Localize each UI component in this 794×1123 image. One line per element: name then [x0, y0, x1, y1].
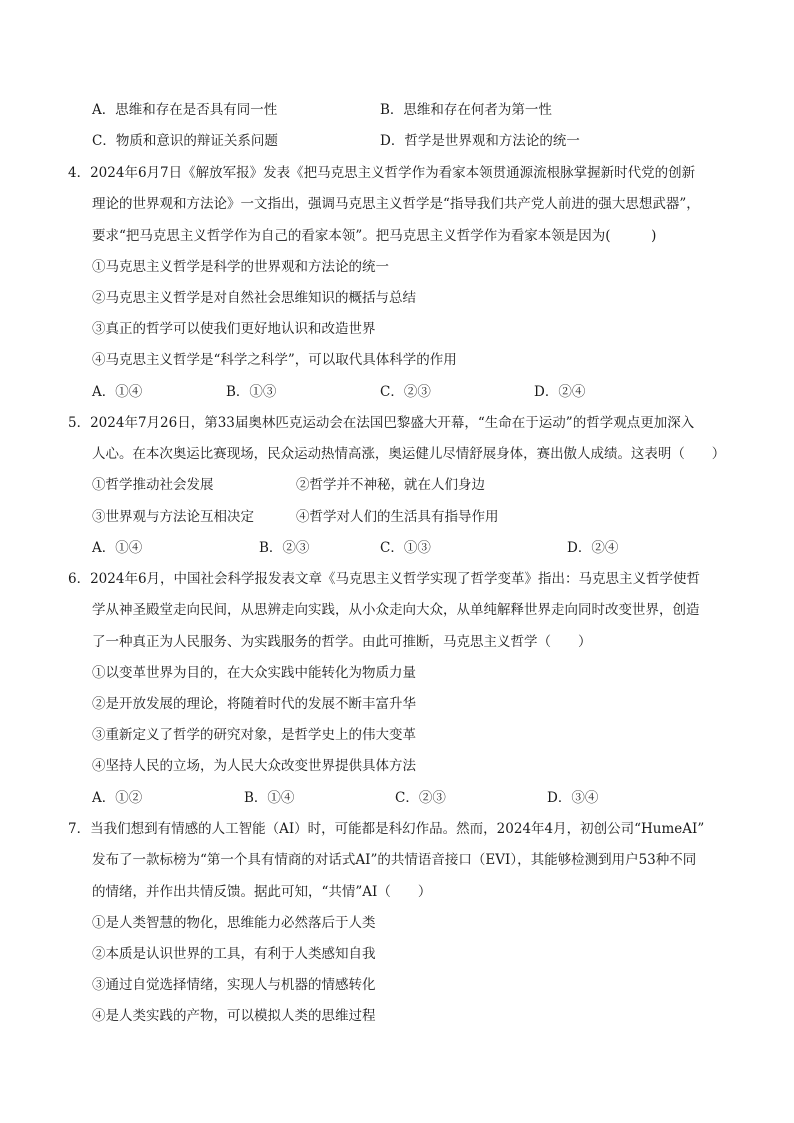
q5-choice-b: B．②③ — [259, 540, 310, 556]
q5-stem-line-1: 5．2024年7月26日，第33届奥林匹克运动会在法国巴黎盛大开幕，“生命在于运动”的哲学观点更加深入 — [68, 415, 695, 431]
q3-choice-c: C．物质和意识的辩证关系问题 — [92, 133, 278, 149]
q5-item-1: ①哲学推动社会发展 — [92, 477, 214, 493]
q7-stem-line-2: 发布了一款标榜为“第一个具有情商的对话式AI”的共情语音接口（EVI），其能够检测到用户53种不同 — [92, 852, 697, 868]
q4-stem-line-3: 要求“把马克思主义哲学作为自己的看家本领”。把马克思主义哲学作为看家本领是因为( ) — [92, 228, 657, 244]
q7-item-4: ④是人类实践的产物，可以模拟人类的思维过程 — [92, 1008, 376, 1024]
q5-item-3: ③世界观与方法论互相决定 — [92, 509, 254, 525]
q3-choice-a: A．思维和存在是否具有同一性 — [92, 102, 278, 118]
q6-item-1: ①以变革世界为目的，在大众实践中能转化为物质力量 — [92, 665, 416, 681]
q4-item-3: ③真正的哲学可以使我们更好地认识和改造世界 — [92, 321, 376, 337]
q4-item-4: ④马克思主义哲学是“科学之科学”，可以取代具体科学的作用 — [92, 352, 457, 368]
q3-choice-b: B．思维和存在何者为第一性 — [380, 102, 552, 118]
q5-item-2: ②哲学并不神秘，就在人们身边 — [296, 477, 485, 493]
q5-stem-line-2: 人心。在本次奥运比赛现场，民众运动热情高涨，奥运健儿尽情舒展身体，赛出傲人成绩。这表明（ ） — [92, 446, 726, 462]
q6-choice-c: C．②③ — [395, 790, 446, 806]
q5-choice-a: A．①④ — [92, 540, 143, 556]
q5-choice-d: D．②④ — [567, 540, 619, 556]
q6-choice-d: D．③④ — [547, 790, 599, 806]
q4-choice-c: C．②③ — [380, 384, 431, 400]
q6-item-4: ④坚持人民的立场，为人民大众改变世界提供具体方法 — [92, 758, 416, 774]
q6-stem-line-2: 学从神圣殿堂走向民间，从思辨走向实践，从小众走向大众，从单纯解释世界走向同时改变世界，创造 — [92, 602, 700, 618]
q6-stem-line-1: 6．2024年6月，中国社会科学报发表文章《马克思主义哲学实现了哲学变革》指出：马克思主义哲学使哲 — [68, 571, 701, 587]
q7-stem-line-3: 的情绪，并作出共情反馈。据此可知，“共情”AI（ ） — [92, 884, 432, 900]
q5-item-4: ④哲学对人们的生活具有指导作用 — [296, 509, 499, 525]
q4-choice-b: B．①③ — [226, 384, 277, 400]
q6-choice-a: A．①② — [92, 790, 143, 806]
q7-stem-line-1: 7．当我们想到有情感的人工智能（AI）时，可能都是科幻作品。然而，2024年4月，初创公司“HumeAI” — [68, 821, 705, 837]
q4-stem-line-1: 4．2024年6月7日《解放军报》发表《把马克思主义哲学作为看家本领贯通源流根脉掌握新时代党的创新 — [68, 165, 696, 181]
q4-choice-a: A．①④ — [92, 384, 143, 400]
q6-item-2: ②是开放发展的理论，将随着时代的发展不断丰富升华 — [92, 696, 416, 712]
q4-stem-line-2: 理论的世界观和方法论》一文指出，强调马克思主义哲学是“指导我们共产党人前进的强大思想武器”， — [92, 196, 700, 212]
q7-item-2: ②本质是认识世界的工具，有利于人类感知自我 — [92, 946, 376, 962]
q6-stem-line-3: 了一种真正为人民服务、为实践服务的哲学。由此可推断，马克思主义哲学（ ） — [92, 634, 592, 650]
q6-choice-b: B．①④ — [244, 790, 295, 806]
q7-item-1: ①是人类智慧的物化，思维能力必然落后于人类 — [92, 915, 376, 931]
q5-choice-c: C．①③ — [380, 540, 431, 556]
q4-item-1: ①马克思主义哲学是科学的世界观和方法论的统一 — [92, 259, 389, 275]
q6-item-3: ③重新定义了哲学的研究对象，是哲学史上的伟大变革 — [92, 727, 416, 743]
q4-item-2: ②马克思主义哲学是对自然社会思维知识的概括与总结 — [92, 290, 416, 306]
q7-item-3: ③通过自觉选择情绪，实现人与机器的情感转化 — [92, 977, 376, 993]
q3-choice-d: D．哲学是世界观和方法论的统一 — [380, 133, 580, 149]
q4-choice-d: D．②④ — [534, 384, 586, 400]
